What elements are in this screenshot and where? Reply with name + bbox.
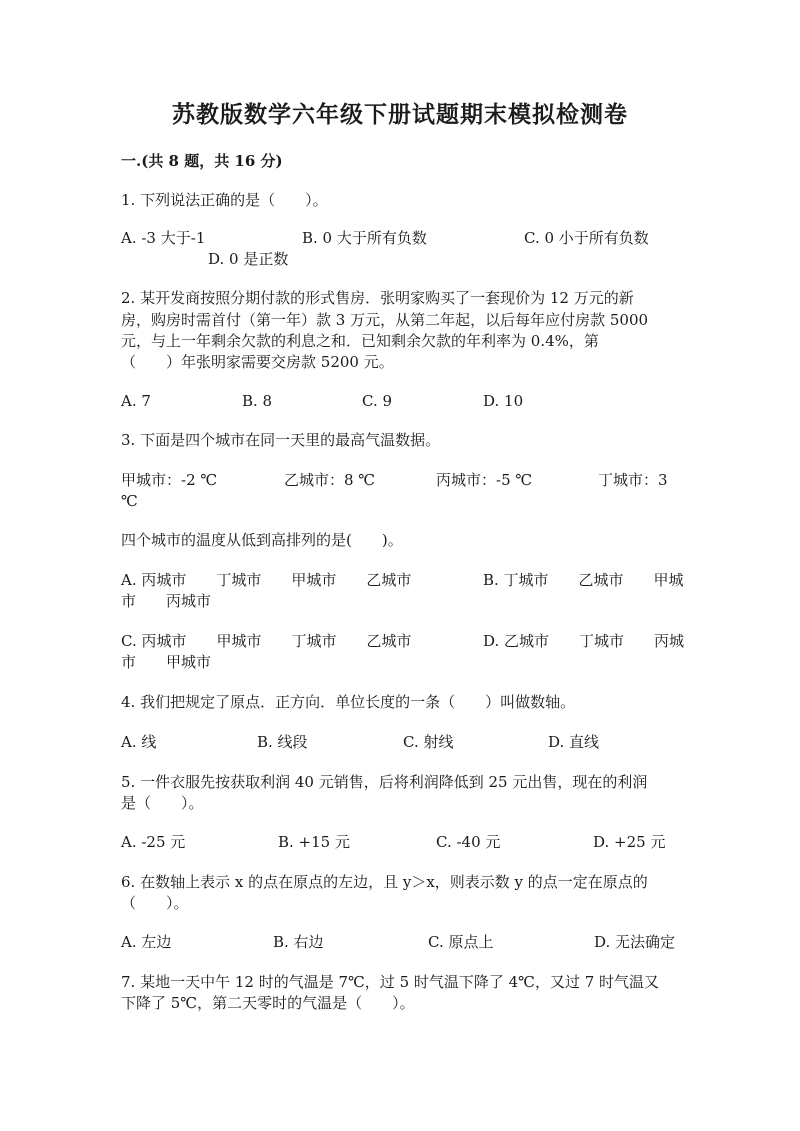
question-2-line-1: 2. 某开发商按照分期付款的形式售房．张明家购买了一套现价为 12 万元的新 [121,289,634,307]
question-3-option-d: D. 乙城市 丁城市 丙城 [483,632,685,650]
question-1-option-d: D. 0 是正数 [208,250,289,268]
question-6-option-d: D. 无法确定 [594,933,676,951]
question-3-option-d-wrap: 市 甲城市 [121,653,212,671]
question-3-data-yi: 乙城市：8 ℃ [284,471,376,489]
question-2-line-2: 房，购房时需首付（第一年）款 3 万元，从第二年起，以后每年应付房款 5000 [121,311,649,329]
question-4-option-d: D. 直线 [548,733,600,751]
question-4-option-b: B. 线段 [257,733,308,751]
question-3-option-b-wrap: 市 丙城市 [121,592,212,610]
question-2-option-a: A. 7 [121,392,151,410]
question-3-stem: 3. 下面是四个城市在同一天里的最高气温数据。 [121,431,441,449]
question-3-option-a: A. 丙城市 丁城市 甲城市 乙城市 [121,571,412,589]
question-6-option-b: B. 右边 [273,933,324,951]
question-3-data-bing: 丙城市：-5 ℃ [436,471,533,489]
question-2-option-d: D. 10 [483,392,524,410]
question-3-data-jia: 甲城市：-2 ℃ [121,471,218,489]
section-heading: 一.(共 8 题，共 16 分) [121,152,283,170]
question-6-line-1: 6. 在数轴上表示 x 的点在原点的左边，且 y＞x，则表示数 y 的点一定在原点的 [121,873,648,891]
question-6-line-2: （ ）。 [121,894,189,912]
question-2-line-4: （ ）年张明家需要交房款 5200 元。 [121,353,394,371]
question-7-line-2: 下降了 5℃，第二天零时的气温是（ ）。 [121,994,415,1012]
question-3-data-wrap: ℃ [121,492,138,510]
question-6-option-c: C. 原点上 [428,933,494,951]
question-4-option-a: A. 线 [121,733,157,751]
question-3-data-ding: 丁城市：3 [598,471,668,489]
question-1-option-c: C. 0 小于所有负数 [524,229,649,247]
question-2-line-3: 元，与上一年剩余欠款的利息之和．已知剩余欠款的年利率为 0.4%，第 [121,332,599,350]
question-1-option-a: A. -3 大于-1 [121,229,206,247]
question-2-option-c: C. 9 [362,392,393,410]
question-5-option-a: A. -25 元 [121,833,186,851]
question-4-stem: 4. 我们把规定了原点．正方向．单位长度的一条（ ）叫做数轴。 [121,693,576,711]
question-7-line-1: 7. 某地一天中午 12 时的气温是 7℃，过 5 时气温下降了 4℃，又过 7 时气温又 [121,973,660,991]
question-6-option-a: A. 左边 [121,933,172,951]
question-1-option-b: B. 0 大于所有负数 [302,229,427,247]
question-5-option-b: B. +15 元 [278,833,350,851]
question-3-option-c: C. 丙城市 甲城市 丁城市 乙城市 [121,632,412,650]
question-2-option-b: B. 8 [242,392,273,410]
question-5-option-d: D. +25 元 [593,833,666,851]
question-1-stem: 1. 下列说法正确的是（ ）。 [121,191,328,209]
question-3-question: 四个城市的温度从低到高排列的是( )。 [121,531,403,549]
page-title: 苏教版数学六年级下册试题期末模拟检测卷 [172,101,628,128]
question-4-option-c: C. 射线 [403,733,454,751]
question-5-line-1: 5. 一件衣服先按获取利润 40 元销售，后将利润降低到 25 元出售，现在的利润 [121,773,648,791]
question-3-option-b: B. 丁城市 乙城市 甲城 [483,571,684,589]
question-5-option-c: C. -40 元 [436,833,501,851]
question-5-line-2: 是（ ）。 [121,794,204,812]
